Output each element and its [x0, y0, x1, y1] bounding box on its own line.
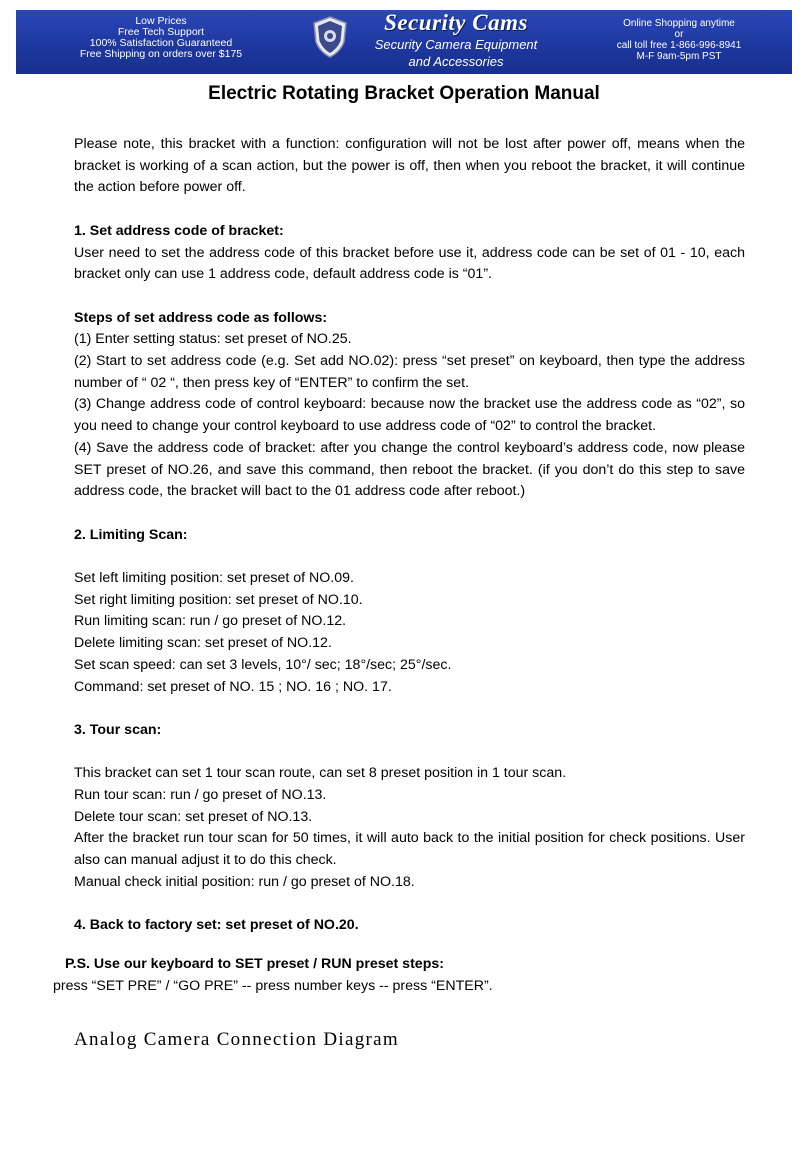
brand-tagline: Security Camera Equipment [374, 37, 538, 52]
banner-benefit-line: Low Prices [135, 15, 187, 27]
header-banner [16, 10, 792, 74]
section-3-line: Delete tour scan: set preset of NO.13. [74, 808, 313, 825]
step-item: (4) Save the address code of bracket: after you change the control keyboard’s address code, now please SET preset of NO.26, and save this command, then reboot the bracket. (if you don’t do this step to save address code, the bracket will bact to the 01 address code after reboot.) [74, 439, 745, 500]
banner-benefit-line: Free Shipping on orders over $175 [79, 48, 243, 60]
manual-body [74, 134, 745, 937]
section-3-line: This bracket can set 1 tour scan route, can set 8 preset position in 1 tour scan. [74, 765, 567, 782]
section-2-line: Command: set preset of NO. 15 ; NO. 16 ; NO. 17. [74, 678, 392, 695]
section-1-heading: 1. Set address code of bracket: [74, 222, 284, 239]
banner-contact-line: call toll free 1-866-996-8941 [616, 40, 742, 51]
banner-benefit-line: 100% Satisfaction Guaranteed [89, 37, 233, 49]
banner-contact-line: M-F 9am-5pm PST [636, 51, 722, 62]
diagram-heading: Analog Camera Connection Diagram [74, 1029, 399, 1050]
banner-benefits [16, 16, 306, 60]
step-item: (1) Enter setting status: set preset of NO.25. [74, 331, 352, 348]
section-2-line: Run limiting scan: run / go preset of NO.12. [74, 613, 347, 630]
brand-block [356, 10, 556, 70]
section-3-line: After the bracket run tour scan for 50 times, it will auto back to the initial position for check positions. User also can manual adjust it to do this check. [74, 830, 745, 869]
section-3-line: Run tour scan: run / go preset of NO.13. [74, 787, 327, 803]
step-item: (3) Change address code of control keyboard: because now the bracket use the address code as “02”, so you need to change your control keyboard to use address code of “02” to control the bracket. [74, 396, 745, 435]
steps-heading: Steps of set address code as follows: [74, 309, 328, 326]
section-1-body: User need to set the address code of this bracket before use it, address code can be set of 01 - 10, each bracket only can use 1 address code, default address code is “01”. [74, 244, 745, 283]
brand-name: Security Cams [384, 10, 528, 35]
ps-body: press “SET PRE” / “GO PRE” -- press number keys -- press “ENTER”. [53, 977, 493, 994]
section-2-line: Set left limiting position: set preset of NO.09. [74, 570, 354, 586]
section-2-line: Set scan speed: can set 3 levels, 10°/ sec; 18°/sec; 25°/sec. [74, 656, 452, 673]
banner-benefit-line: Free Tech Support [117, 26, 205, 38]
section-2-heading: 2. Limiting Scan: [74, 526, 188, 543]
section-3-heading: 3. Tour scan: [74, 721, 162, 738]
document-title: Electric Rotating Bracket Operation Manual [208, 83, 600, 104]
step-item: (2) Start to set address code (e.g. Set add NO.02): press “set preset” on keyboard, then type the address number of “ 02 “, then press key of “ENTER” to confirm the set. [74, 353, 745, 391]
section-2-line: Delete limiting scan: set preset of NO.12. [74, 635, 332, 652]
ps-heading: P.S. Use our keyboard to SET preset / RUN preset steps: [65, 956, 444, 972]
banner-contact-line: or [674, 29, 684, 40]
section-4-heading: 4. Back to factory set: set preset of NO.20. [74, 917, 359, 934]
banner-contact-line: Online Shopping anytime [623, 18, 735, 29]
banner-contact [566, 18, 792, 62]
ps-note [53, 954, 765, 997]
intro-paragraph: Please note, this bracket with a function: configuration will not be lost after power off, means when the bracket is working of a scan action, but the power is off, then when you reboot the bracket, it will continue the action before power off. [74, 136, 745, 196]
brand-tagline: and Accessories [408, 54, 504, 69]
shield-logo-icon [312, 16, 348, 58]
section-3-line: Manual check initial position: run / go preset of NO.18. [74, 873, 415, 890]
section-2-line: Set right limiting position: set preset of NO.10. [74, 591, 363, 608]
